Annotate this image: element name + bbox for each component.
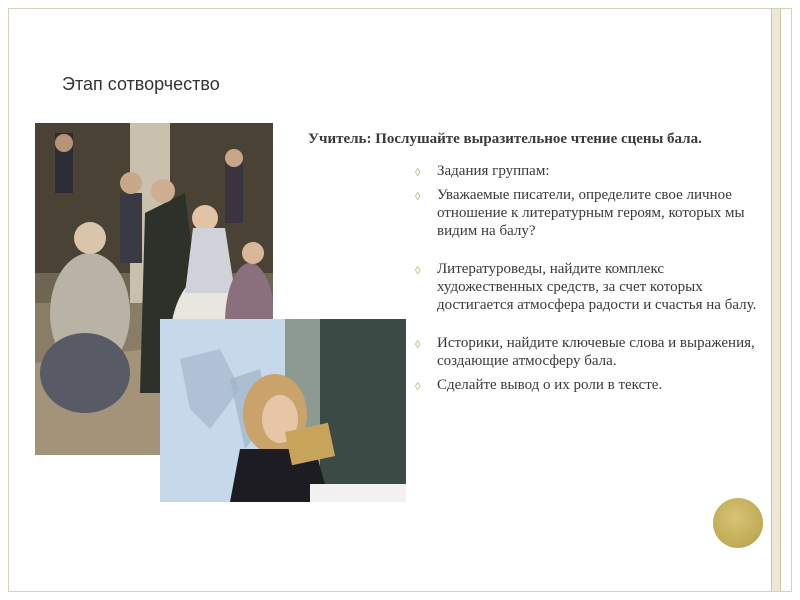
teacher-instruction: Учитель: Послушайте выразительное чтение сцены бала.: [308, 131, 702, 147]
task-text: Задания группам:: [437, 163, 550, 179]
diamond-bullet-icon: ◊: [415, 167, 421, 179]
diamond-bullet-icon: ◊: [415, 339, 421, 351]
task-text: Историки, найдите ключевые слова и выражения, создающие атмосферу бала.: [437, 335, 755, 369]
task-list-item: [308, 162, 770, 180]
diamond-bullet-icon: ◊: [415, 381, 421, 393]
slide-title: Этап сотворчество: [62, 74, 220, 94]
task-list-item: [308, 260, 770, 314]
slide-text-block: [308, 128, 770, 400]
task-list-item: [308, 376, 770, 394]
diamond-bullet-icon: ◊: [415, 265, 421, 277]
task-list-item: [308, 334, 770, 370]
decorative-gold-circle: [713, 498, 763, 548]
decorative-side-band: [771, 9, 781, 591]
task-list: [308, 162, 770, 394]
task-text: Литературоведы, найдите комплекс художественных средств, за счет которых достигается атмосфера радости и счастья на балу.: [437, 261, 757, 313]
diamond-bullet-icon: ◊: [415, 191, 421, 203]
task-text: Сделайте вывод о их роли в тексте.: [437, 377, 663, 393]
task-list-item: [308, 186, 770, 240]
task-text: Уважаемые писатели, определите свое личное отношение к литературным героям, которых мы видим на балу?: [437, 187, 745, 239]
